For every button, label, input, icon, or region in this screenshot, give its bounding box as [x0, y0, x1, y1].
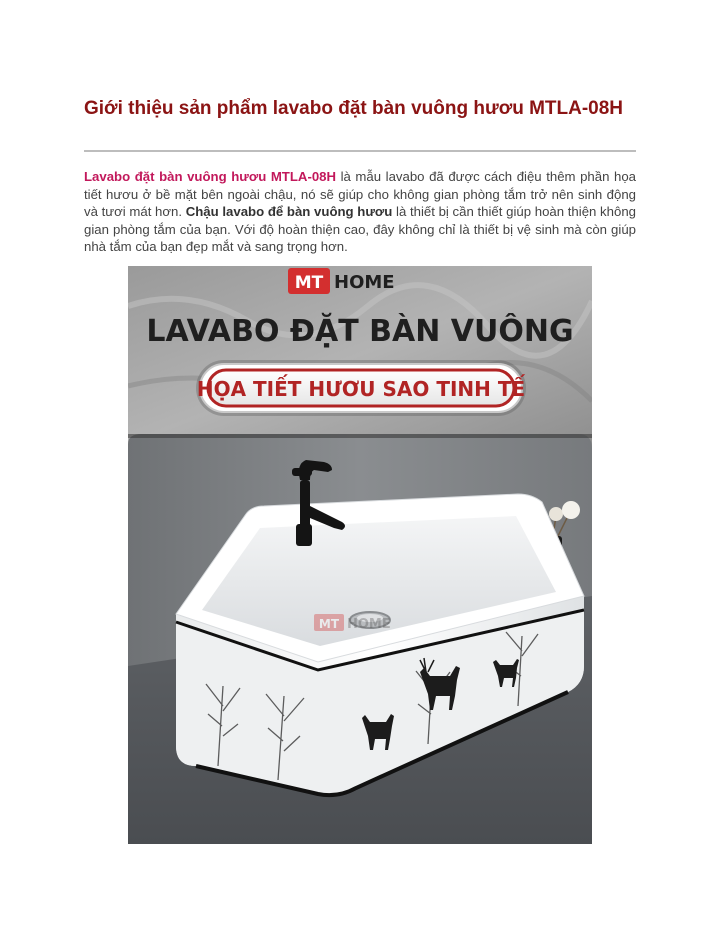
- basin-watermark: [314, 614, 391, 632]
- watermark-mt: MT: [318, 617, 340, 631]
- intro-paragraph: [84, 168, 636, 256]
- banner-headline: LAVABO ĐẶT BÀN VUÔNG: [146, 314, 574, 349]
- logo-home: HOME: [334, 272, 395, 293]
- page-title: Giới thiệu sản phẩm lavabo đặt bàn vuông hươu MTLA-08H: [84, 98, 624, 119]
- watermark-home: HOME: [347, 617, 391, 632]
- intro-text-2: là thiết bị cần thiết giúp hoàn thiện không gian phòng tắm của bạn. Với độ hoàn thiện cao, đây không chỉ là thiết bị vệ sinh mà còn giúp nhà tắm của bạn đẹp mắt và sang trọng hơn.: [84, 204, 636, 254]
- subheadline-plaque: [196, 360, 526, 416]
- product-link[interactable]: Lavabo đặt bàn vuông hươu MTLA-08H: [84, 169, 337, 184]
- intro-text-1: là mẫu lavabo đã được cách điệu thêm phần họa tiết hươu ở bề mặt bên ngoài chậu, nó sẽ giúp cho không gian phòng tắm trở nên sinh động và tươi mát hơn.: [84, 169, 636, 219]
- mthome-logo: [288, 268, 395, 294]
- banner-subheadline: HỌA TIẾT HƯƠU SAO TINH TẾ: [196, 377, 526, 401]
- intro-strong: Chậu lavabo để bàn vuông hươu: [185, 204, 393, 219]
- product-image: [128, 266, 592, 844]
- title-divider: [84, 150, 636, 152]
- logo-mt: MT: [294, 273, 324, 293]
